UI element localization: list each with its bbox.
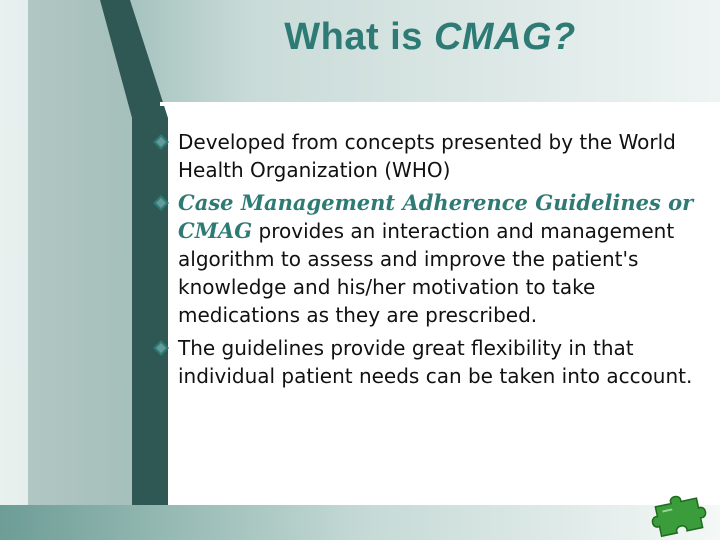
bullet-item: [152, 189, 718, 329]
bullet-item: [152, 334, 718, 390]
slide-title: [210, 16, 650, 59]
title-prefix: What is: [284, 16, 434, 58]
bullet-text: Developed from concepts presented by the World Health Organization (WHO): [178, 130, 676, 182]
diamond-bullet-icon: [152, 339, 170, 357]
diamond-bullet-icon: [152, 133, 170, 151]
bullet-text: The guidelines provide great flexibility in that individual patient needs can be taken into account.: [178, 336, 693, 388]
bullet-item: [152, 128, 718, 184]
puzzle-piece-icon: [650, 488, 716, 538]
diamond-bullet-icon: [152, 194, 170, 212]
title-emphasis: CMAG?: [433, 16, 576, 58]
bullet-list: [152, 128, 718, 395]
bullet-text: provides an interaction and management algorithm to assess and improve the patient's knowledge and his/her motivation to take medications as they are prescribed.: [178, 219, 675, 327]
bullet-emphasis-text: Case Management Adherence Guidelines or CMAG: [178, 190, 694, 243]
